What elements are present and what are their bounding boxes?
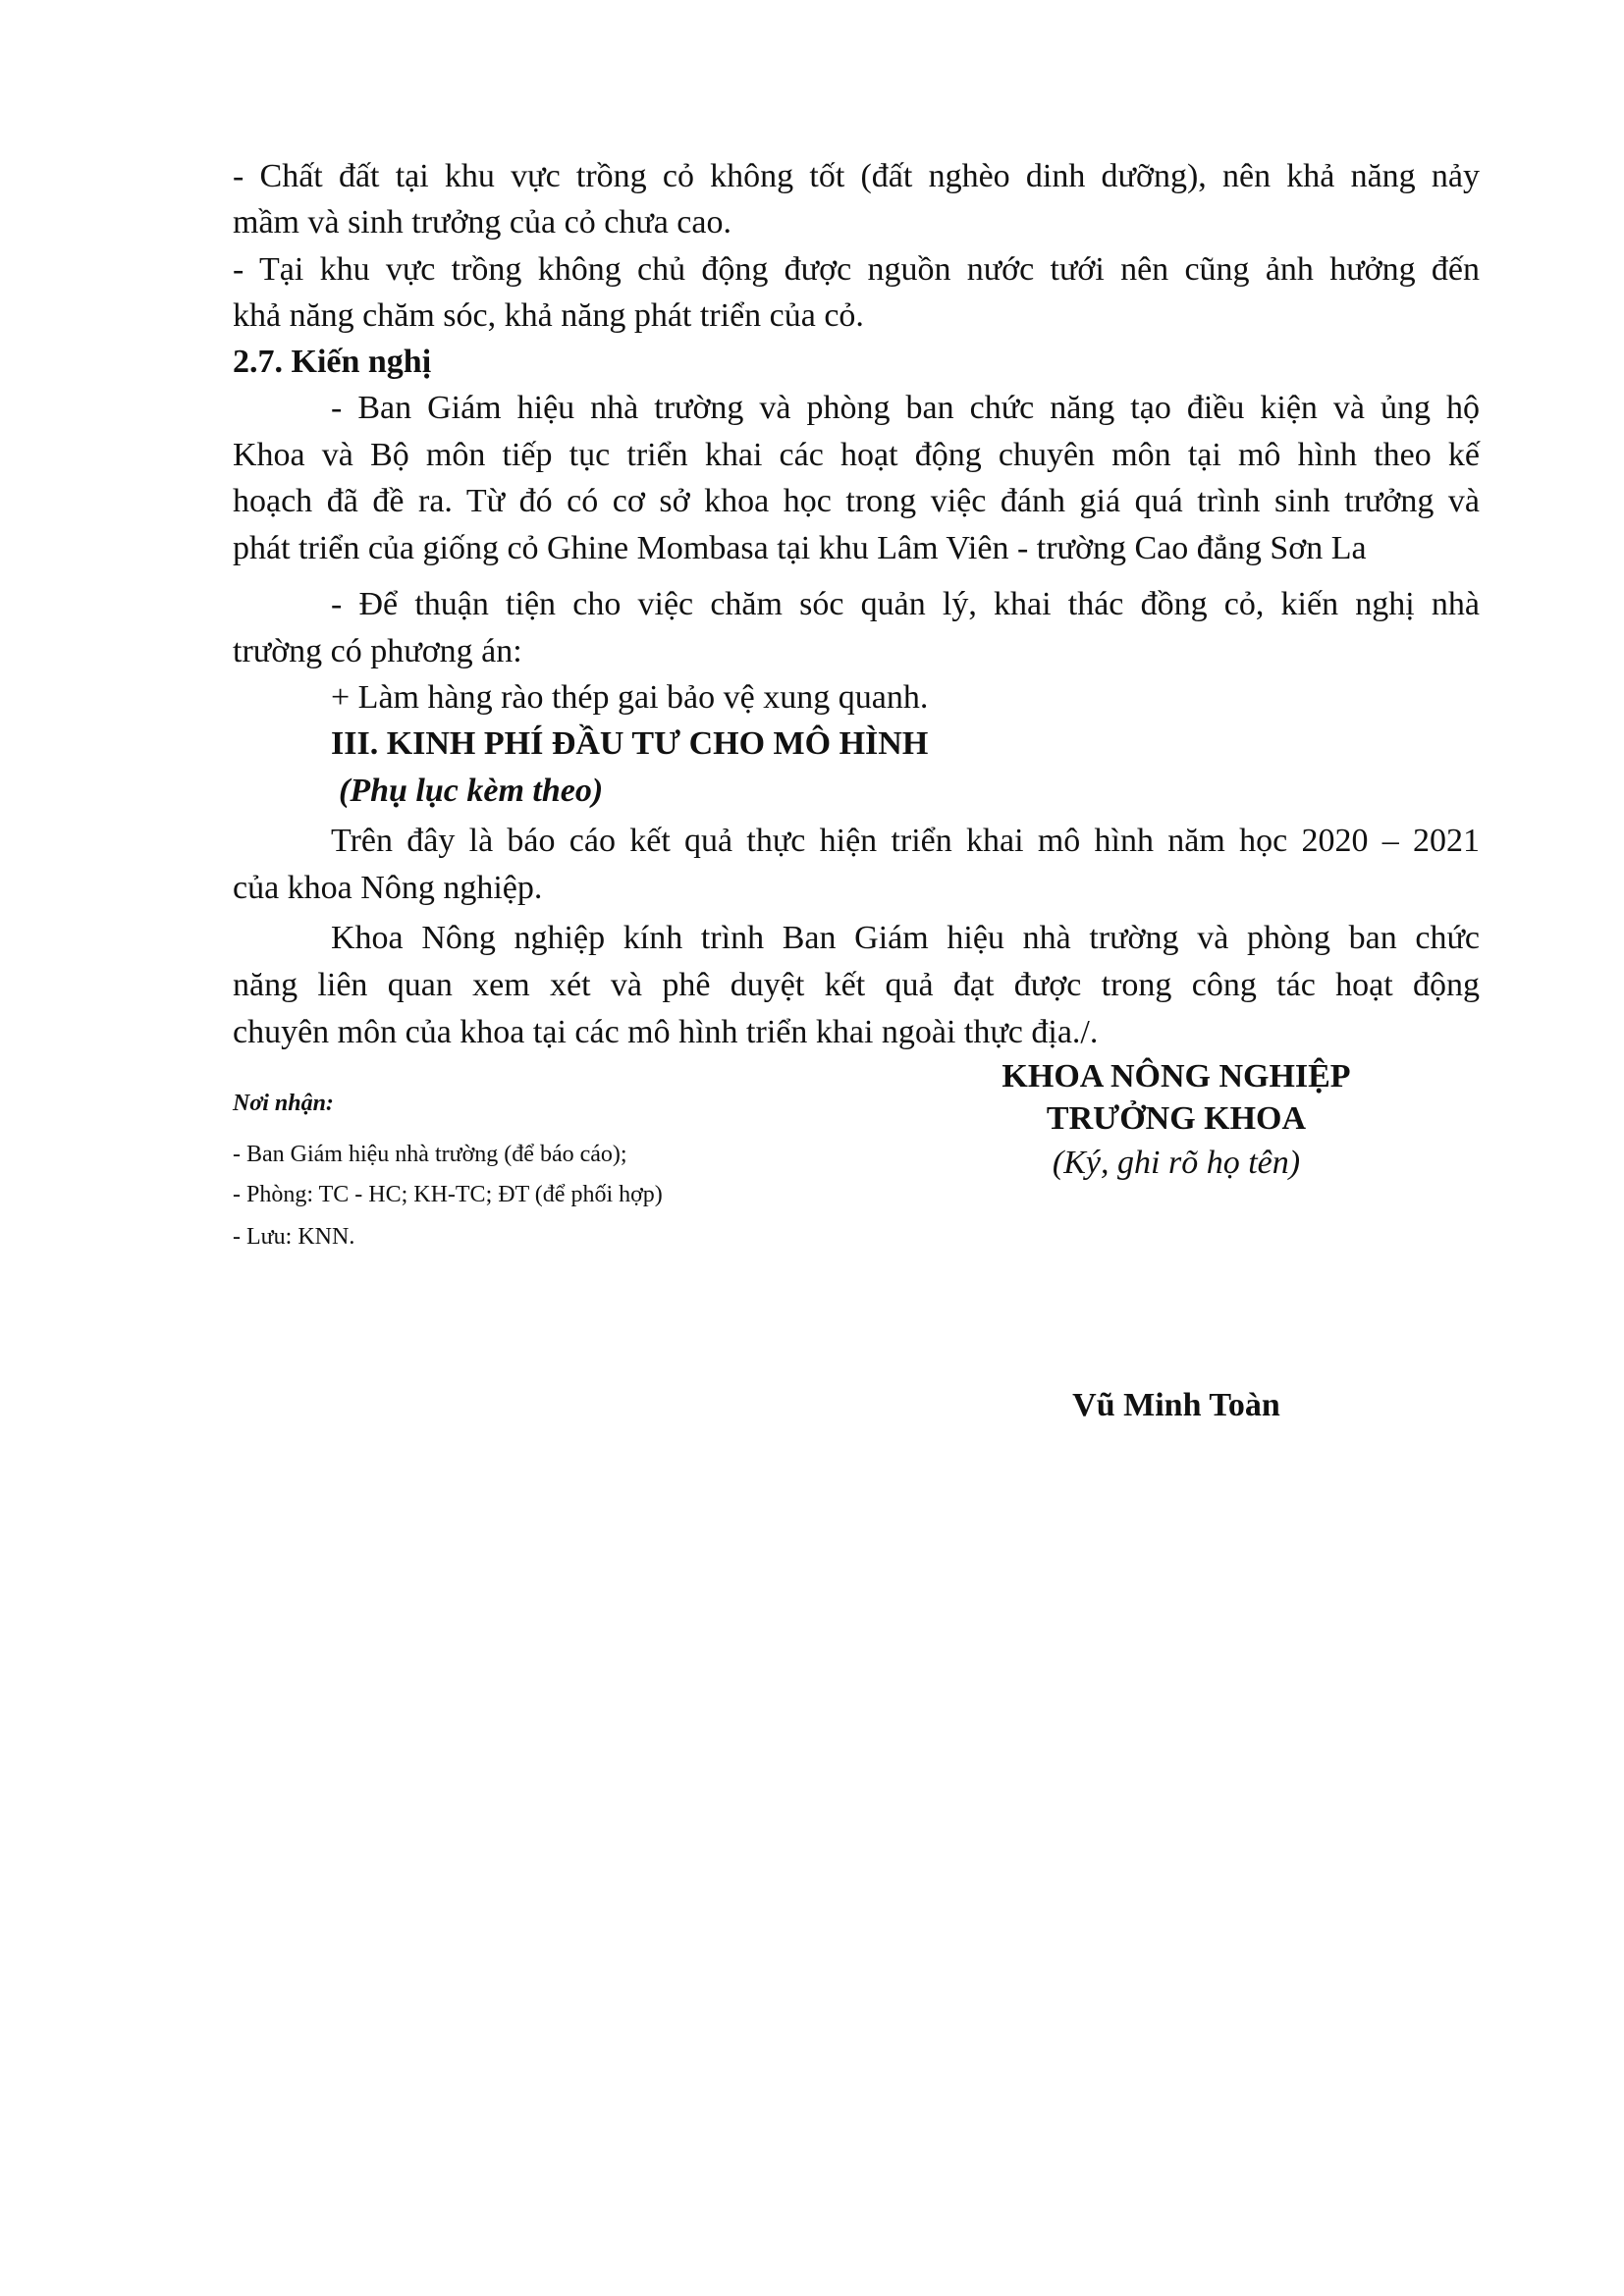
paragraph-5: + Làm hàng rào thép gai bảo vệ xung quanh. [331,679,929,716]
signature-note: (Ký, ghi rõ họ tên) [1052,1145,1301,1181]
section-heading-2-7: 2.7. Kiến nghị [233,344,432,380]
paragraph-2-line-1: - Tại khu vực trồng không chủ động được nguồn nước tưới nên cũng ảnh hưởng đến [233,251,1480,288]
paragraph-1-line-2: mầm và sinh trưởng của cỏ chưa cao. [233,204,731,240]
paragraph-7-line-2: năng liên quan xem xét và phê duyệt kết quả đạt được trong công tác hoạt động [233,967,1480,1003]
signature-role: TRƯỞNG KHOA [1046,1100,1307,1137]
recipients-title: Nơi nhận: [233,1091,334,1116]
paragraph-6-line-2: của khoa Nông nghiệp. [233,870,543,906]
section-heading-iii: III. KINH PHÍ ĐẦU TƯ CHO MÔ HÌNH [331,725,929,762]
paragraph-7-line-1: Khoa Nông nghiệp kính trình Ban Giám hiệu nhà trường và phòng ban chức [331,920,1480,956]
paragraph-2-line-2: khả năng chăm sóc, khả năng phát triển của cỏ. [233,297,864,334]
paragraph-6-line-1: Trên đây là báo cáo kết quả thực hiện triển khai mô hình năm học 2020 – 2021 [331,823,1480,859]
paragraph-1-line-1: - Chất đất tại khu vực trồng cỏ không tốt (đất nghèo dinh dưỡng), nên khả năng nảy [233,158,1480,194]
paragraph-3-line-3: hoạch đã đề ra. Từ đó có cơ sở khoa học trong việc đánh giá quá trình sinh trưởng và [233,483,1480,519]
recipient-item: - Phòng: TC - HC; KH-TC; ĐT (để phối hợp) [233,1182,663,1207]
paragraph-3-line-4: phát triển của giống cỏ Ghine Mombasa tại khu Lâm Viên - trường Cao đẳng Sơn La [233,530,1367,566]
recipient-item: - Ban Giám hiệu nhà trường (để báo cáo); [233,1142,627,1167]
paragraph-7-line-3: chuyên môn của khoa tại các mô hình triển khai ngoài thực địa./. [233,1014,1099,1050]
recipient-item: - Lưu: KNN. [233,1224,355,1250]
appendix-note: (Phụ lục kèm theo) [339,773,604,809]
signature-org: KHOA NÔNG NGHIỆP [1001,1058,1351,1095]
paragraph-4-line-2: trường có phương án: [233,633,522,669]
paragraph-3-line-1: - Ban Giám hiệu nhà trường và phòng ban chức năng tạo điều kiện và ủng hộ [331,390,1480,426]
signer-name: Vũ Minh Toàn [1072,1387,1280,1423]
paragraph-4-line-1: - Để thuận tiện cho việc chăm sóc quản lý, khai thác đồng cỏ, kiến nghị nhà [331,586,1480,622]
paragraph-3-line-2: Khoa và Bộ môn tiếp tục triển khai các hoạt động chuyên môn tại mô hình theo kế [233,437,1480,473]
